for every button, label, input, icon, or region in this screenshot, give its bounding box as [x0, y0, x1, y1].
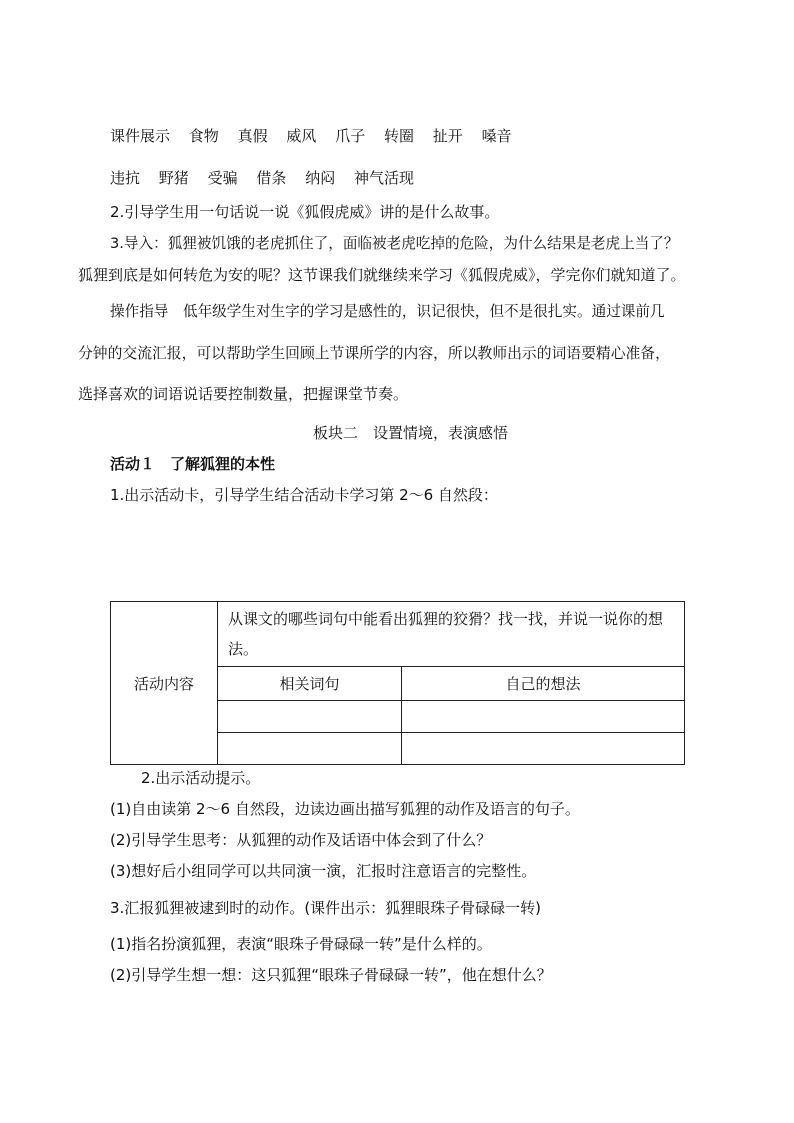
guide-line-2: 分钟的交流汇报，可以帮助学生回顾上节课所学的内容，所以教师出示的词语要精心准备， — [78, 345, 670, 362]
vocab-label: 课件展示 — [110, 127, 171, 145]
vocab-word: 违抗 — [110, 169, 141, 187]
vocab-word: 借条 — [256, 169, 287, 187]
vocab-word: 真假 — [237, 127, 268, 145]
activity-content-header: 活动内容 — [111, 602, 218, 765]
section-title: 板块二 设置情境，表演感悟 — [313, 424, 509, 442]
vocab-word: 纳闷 — [305, 169, 336, 187]
vocab-word: 威风 — [286, 127, 317, 145]
vocab-row-2 — [110, 168, 414, 188]
activity-title: 活动１ 了解狐狸的本性 — [110, 455, 276, 473]
vocab-word: 神气活现 — [353, 169, 414, 187]
column-own-thoughts: 自己的想法 — [402, 667, 685, 701]
intro-step-3-line-2: 狐狸到底是如何转危为安的呢？这节课我们就继续来学习《狐假虎威》，学完你们就知道了。 — [78, 266, 686, 284]
vocab-row-1 — [110, 126, 512, 146]
vocab-word: 扯开 — [432, 127, 463, 145]
report-step-3: 3.汇报狐狸被逮到时的动作。(课件出示：狐狸眼珠子骨碌碌一转) — [110, 899, 542, 917]
vocab-word: 转圈 — [383, 127, 414, 145]
activity-prompt: 从课文的哪些词句中能看出狐狸的狡猾？找一找，并说一说你的想法。 — [218, 602, 685, 667]
vocab-word: 嗓音 — [481, 127, 512, 145]
answer-cell — [402, 701, 685, 733]
hint-item-2: (2)引导学生思考：从狐狸的动作及话语中体会到了什么？ — [110, 831, 492, 849]
activity-step-1: 1.出示活动卡，引导学生结合活动卡学习第 2～6 自然段： — [110, 486, 498, 504]
vocab-word: 受骗 — [207, 169, 238, 187]
guide-line-3: 选择喜欢的词语说话要控制数量，把握课堂节奏。 — [78, 385, 409, 403]
answer-cell — [402, 733, 685, 765]
hint-item-1: (1)自由读第 2～6 自然段，边读边画出描写狐狸的动作及语言的句子。 — [110, 800, 580, 818]
hint-heading: 2.出示活动提示。 — [141, 769, 261, 787]
report-item-1: (1)指名扮演狐狸，表演“眼珠子骨碌碌一转”是什么样的。 — [110, 935, 492, 953]
column-related-words: 相关词句 — [218, 667, 402, 701]
activity-card-table — [110, 601, 685, 765]
hint-item-3: (3)想好后小组同学可以共同演一演，汇报时注意语言的完整性。 — [110, 862, 537, 880]
answer-cell — [218, 701, 402, 733]
guide-line-1: 操作指导 低年级学生对生字的学习是感性的，识记很快，但不是很扎实。通过课前几 — [110, 303, 665, 320]
vocab-word: 食物 — [188, 127, 219, 145]
answer-cell — [218, 733, 402, 765]
report-item-2: (2)引导学生想一想：这只狐狸“眼珠子骨碌碌一转”，他在想什么？ — [110, 966, 552, 984]
vocab-word: 野猪 — [158, 169, 189, 187]
intro-step-2: 2.引导学生用一句话说一说《狐假虎威》讲的是什么故事。 — [110, 203, 500, 221]
intro-step-3-line-1: 3.导入：狐狸被饥饿的老虎抓住了，面临被老虎吃掉的危险，为什么结果是老虎上当了？ — [110, 235, 679, 252]
vocab-word: 爪子 — [335, 127, 366, 145]
